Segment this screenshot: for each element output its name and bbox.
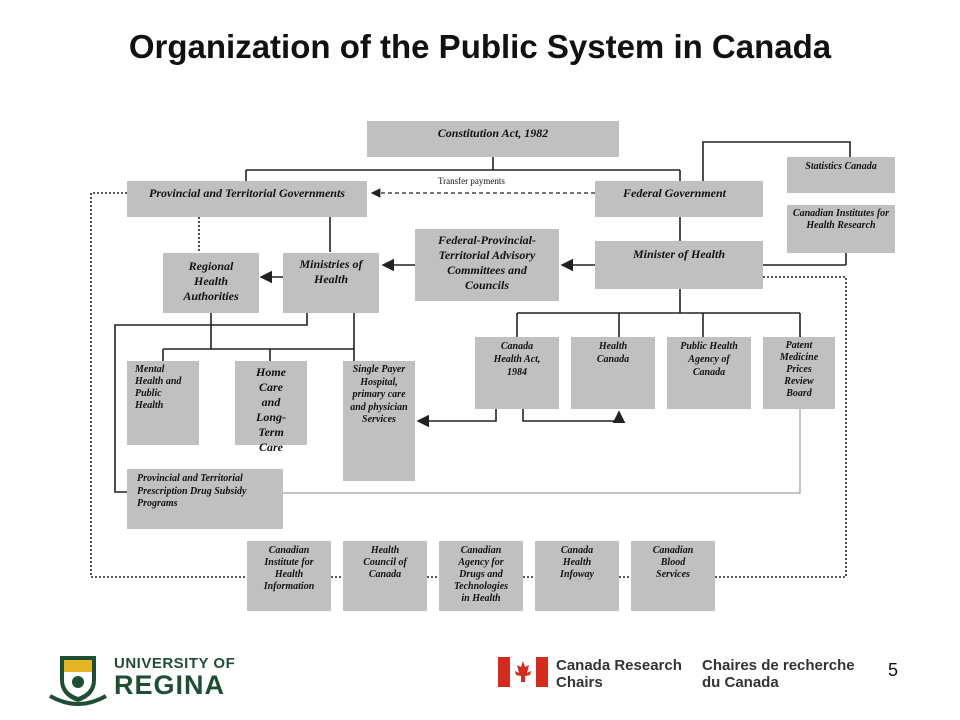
patent-medicine-prices-box: Patent Medicine Prices Review Board xyxy=(763,337,835,409)
provincial-territorial-governments-box: Provincial and Territorial Governments xyxy=(127,181,367,217)
university-crest-icon xyxy=(46,652,110,706)
canadian-blood-services-box: Canadian Blood Services xyxy=(631,541,715,611)
statistics-canada-box: Statistics Canada xyxy=(787,157,895,193)
health-canada-box: Health Canada xyxy=(571,337,655,409)
single-payer-box: Single Payer Hospital, primary care and physician Services xyxy=(343,361,415,481)
fpt-advisory-committees-box: Federal-Provincial-Territorial Advisory Committees and Councils xyxy=(415,229,559,301)
page-title: Organization of the Public System in Canada xyxy=(128,28,832,65)
cihi-box: Canadian Institute for Health Information xyxy=(247,541,331,611)
page-number: 5 xyxy=(888,660,899,680)
transfer-payments-label: Transfer payments xyxy=(438,176,505,186)
minister-of-health-box: Minister of Health xyxy=(595,241,763,289)
mental-health-box: Mental Health and Public Health xyxy=(127,361,199,445)
cihr-box: Canadian Institutes for Health Research xyxy=(787,205,895,253)
constitution-act-box: Constitution Act, 1982 xyxy=(367,121,619,157)
drug-subsidy-box: Provincial and Territorial Prescription Drug Subsidy Programs xyxy=(127,469,283,529)
crc-english-label xyxy=(556,657,682,691)
regional-health-authorities-box: Regional Health Authorities xyxy=(163,253,259,313)
cadth-box: Canadian Agency for Drugs and Technologies in Health xyxy=(439,541,523,611)
home-care-box: Home Care and Long-Term Care xyxy=(235,361,307,445)
public-health-agency-box: Public Health Agency of Canada xyxy=(667,337,751,409)
canada-flag-icon xyxy=(498,657,548,687)
crc-french-label xyxy=(702,657,855,691)
university-logo-line2: REGINA xyxy=(114,670,226,700)
canada-health-act-box: Canada Health Act, 1984 xyxy=(475,337,559,409)
ministries-of-health-box: Ministries of Health xyxy=(283,253,379,313)
crc-en-line1: Canada Research xyxy=(556,657,682,674)
crc-en-line2: Chairs xyxy=(556,674,603,691)
university-of-regina-logo xyxy=(114,655,235,698)
crc-fr-line2: du Canada xyxy=(702,674,779,691)
federal-government-box: Federal Government xyxy=(595,181,763,217)
university-logo-line1: UNIVERSITY OF xyxy=(114,655,236,672)
crc-fr-line1: Chaires de recherche xyxy=(702,657,855,674)
canada-health-infoway-box: Canada Health Infoway xyxy=(535,541,619,611)
health-council-box: Health Council of Canada xyxy=(343,541,427,611)
